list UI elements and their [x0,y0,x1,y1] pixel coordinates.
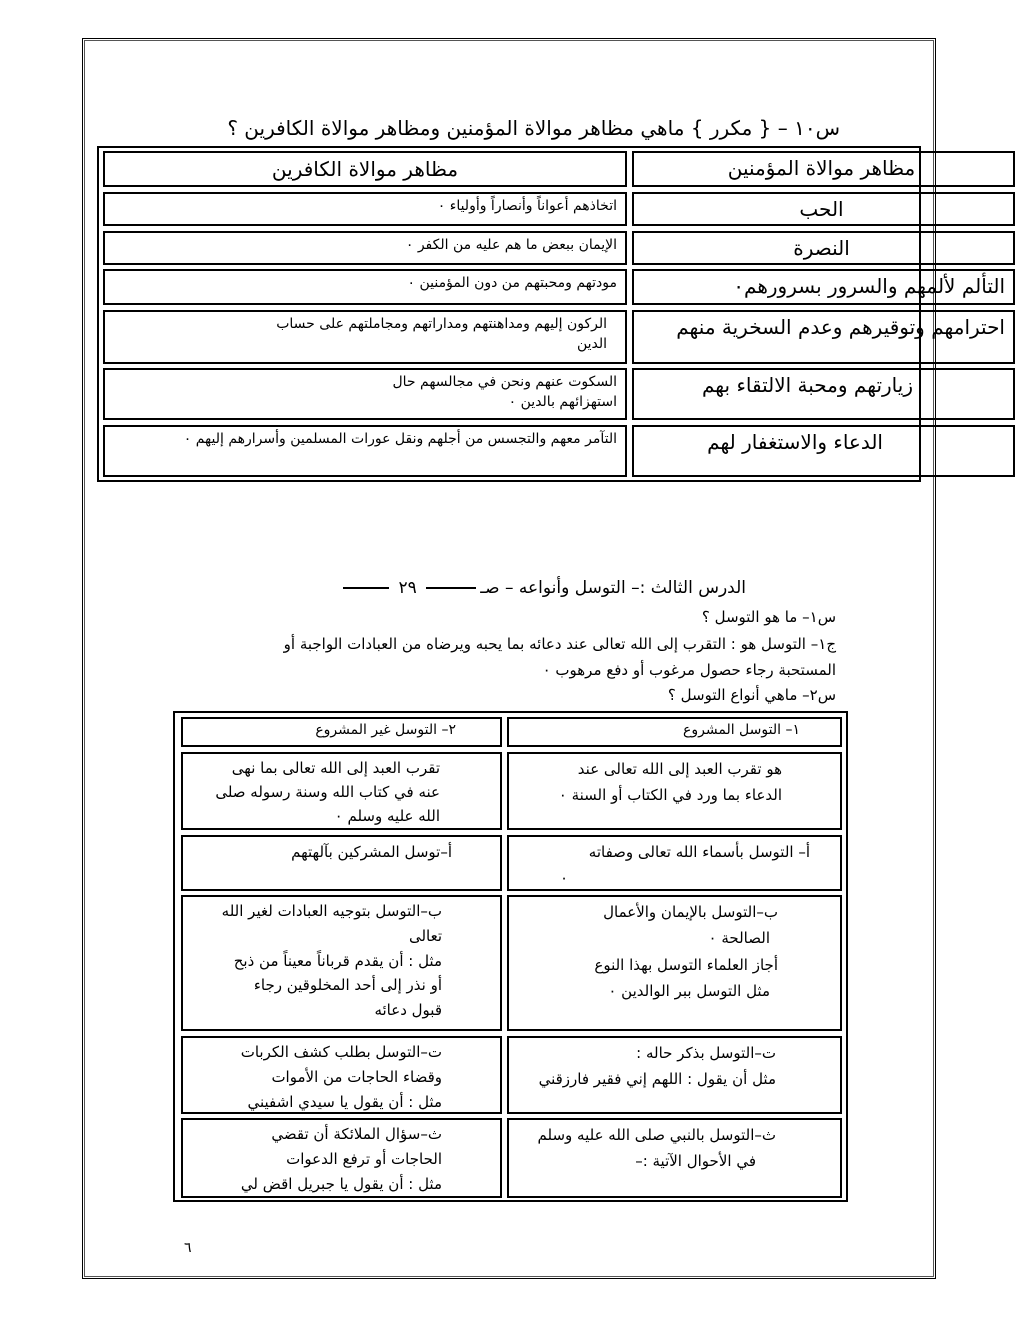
question-10-title: س١٠ – { مكرر } ماهي مظاهر موالاة المؤمنين ومظاهر موالاة الكافرين ؟ [227,116,840,140]
question-1: س١– ما هو التوسل ؟ [701,608,836,626]
title-rule [426,587,476,589]
page-reference: ٢٩ [398,578,417,598]
table-row-unlawful: ث–سؤال الملائكة أن تقضي الحاجات أو ترفع الدعوات مثل : أن يقول يا جبريل اقض لي [182,1119,501,1197]
table-row-disbelievers: الركون إليهم ومداهنتهم ومداراتهم ومجاملتهم على حساب الدين [103,310,627,364]
header-lawful: ١– التوسل المشروع [508,718,841,746]
table-row-unlawful: ت–التوسل بطلب كشف الكربات وقضاء الحاجات من الأموات مثل : أن يقول يا سيدي اشفيني [182,1037,501,1113]
table-row-unlawful: أ–توسل المشركين بآلهتهم [182,836,501,890]
title-rule [343,587,389,589]
table-row-disbelievers: الإيمان ببعض ما هم عليه من الكفر ٠ [103,231,627,265]
table-row-disbelievers: التآمر معهم والتجسس من أجلهم ونقل عورات المسلمين وأسرارهم إليهم ٠ [103,425,627,477]
header-unlawful: ٢– التوسل غير المشروع [182,718,501,746]
table-row-believers: النصرة [632,231,1015,265]
question-2: س٢– ماهي أنواع التوسل ؟ [667,686,836,704]
table-row-lawful: هو تقرب العبد إلى الله تعالى عند الدعاء بما ورد في الكتاب أو السنة ٠ [508,753,841,829]
answer-1-line-2: المستحبة رجاء حصول مرغوب أو دفع مرهوب ٠ [542,661,836,679]
table-row-lawful: ت–التوسل بذكر حاله : مثل أن يقول : اللهم إني فقير فارزقني [508,1037,841,1113]
table-row-believers: احترامهم وتوقيرهم وعدم السخرية منهم [632,310,1015,364]
table-row-unlawful: تقرب العبد إلى الله تعالى بما نهى عنه في كتاب الله وسنة رسوله صلى الله عليه وسلم ٠ [182,753,501,829]
lesson-title: الدرس الثالث :– التوسل وأنواعه – صـ ٢٩ [230,578,746,598]
table-row-lawful: أ– التوسل بأسماء الله تعالى وصفاته ٠ [508,836,841,890]
table-row-believers: التألم لألمهم والسرور بسرورهم٠ [632,269,1015,305]
table-row-lawful: ب–التوسل بالإيمان والأعمال الصالحة ٠ أجاز العلماء التوسل بهذا النوع مثل التوسل ببر الوالدين ٠ [508,896,841,1030]
page-number: ٦ [184,1240,192,1256]
header-disbelievers: مظاهر موالاة الكافرين [103,151,627,187]
table-row-believers: الحب [632,192,1015,226]
table-row-lawful: ث–التوسل بالنبي صلى الله عليه وسلم في الأحوال الآتية :– [508,1119,841,1197]
loyalty-table [97,146,1005,482]
table-row-believers: زيارتهم ومحبة الالتقاء بهم [632,368,1015,420]
answer-1-line-1: ج١– التوسل هو : التقرب إلى الله تعالى عند دعائه بما يحبه ويرضاه من العبادات الواجبة أو [283,635,836,653]
table-row-unlawful: ب–التوسل بتوجيه العبادات لغير الله تعالى مثل : أن يقدم قرباناً معيناً من ذبح أو نذر إلى أحد المخلوقين رجاء قبول دعائه [182,896,501,1030]
table-row-believers: الدعاء والاستغفار لهم [632,425,1015,477]
tawassul-types-table [173,711,848,1202]
table-row-disbelievers: اتخاذهم أعواناً وأنصاراً وأولياء ٠ [103,192,627,226]
table-row-disbelievers: السكوت عنهم ونحن في مجالسهم حال استهزائهم بالدين ٠ [103,368,627,420]
header-believers: مظاهر موالاة المؤمنين [632,151,1015,187]
table-row-disbelievers: مودتهم ومحبتهم من دون المؤمنين ٠ [103,269,627,305]
